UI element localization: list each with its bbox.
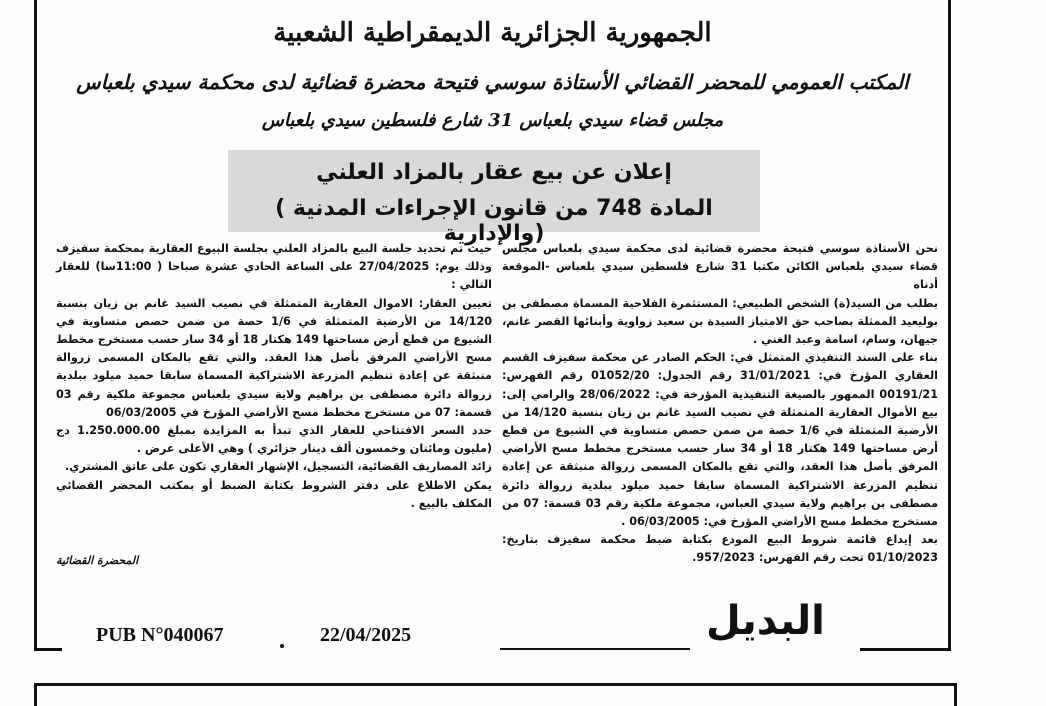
next-ad-frame (34, 683, 957, 706)
badil-stamp: البديل (706, 598, 825, 644)
footer-rule (500, 648, 690, 650)
publication-number: PUB N°040067 (96, 624, 224, 646)
notice-title: إعلان عن بيع عقار بالمزاد العلني (316, 160, 672, 185)
frame-bottom-border (860, 648, 951, 651)
paragraph: حدد السعر الافتتاحي للعقار الذي تبدأ به المزايدة بمبلغ 1.250.000.00 دج (مليون ومائتان وخمسون ألف دينار جزائري ) وهي الأعلى عرض . (56, 424, 493, 456)
notice-subtitle: ( المادة 748 من قانون الإجراءات المدنية والإدارية) (275, 196, 713, 246)
signer-label: المحضرة القضائية (56, 554, 139, 567)
paragraph: بعد إيداع قائمة شروط البيع المودع بكتابة ضبط محكمة سفيزف بتاريخ: 01/10/2023 تحت رقم الفهرس: 957/2023. (502, 533, 938, 565)
paragraph: تعيين العقار: الاموال العقارية المتمثلة في نصيب السيد غانم بن زيان بنسبة 14/120 من الأرضية المتمثلة في 1/6 حصة من ضمن حصص متساوية في الشيوع من قطع أرض مساحتها 149 هكتار 18 أو 34 سار حسب مستخرج مخطط مسح الأراضي المرفق بأصل هذا العقد. والتي تقع بالمكان المسمى زروالة منبثقة عن إعادة تنظيم المزرعة الاشتراكية المسماة سابقا حميد ميلود ببلدية زروالة دائرة مصطفى بن براهيم ولاية سيدي بلعباس مجموعة ملكية رقم 03 قسمة: 07 من مستخرج مخطط مسح الأراضي المؤرخ في 06/03/2005 (56, 296, 493, 419)
paragraph: بطلب من السيد(ة) الشخص الطبيعي: المستثمرة الفلاحية المسماة مصطفى بن بوليعيد الممثلة بصاحب حق الامتياز السيدة بن سعيد زواوية وأبنائها القصر غانم، جيهان، وسام، اسامة وعبد الغني . (502, 296, 938, 347)
paragraph: بناء على السند التنفيذي المتمثل في: الحكم الصادر عن محكمة سفيزف القسم العقاري المؤرخ في: 31/01/2021 رقم الجدول: 01052/20 رقم الفهرس: 00191/21 الممهور بالصيغة التنفيذية المؤرخة في: 28/06/2022 والرامي إلى: بيع الأموال العقارية المتمثلة في نصيب السيد غانم بن زيان بنسبة 14/120 من الأرضية المتمثلة في 1/6 حصة من ضمن حصص متساوية في الشيوع من قطع أرض مساحتها 149 هكتار 18 أو 34 سار حسب مستخرج مخطط مسح الأراضي المرفق بأصل هذا العقد، والتي تقع بالمكان المسمى زروالة منبثقة عن إعادة تنظيم المزرعة الاشتراكية المسماة سابقا حميد ميلود ببلدية زروالة دائرة مصطفى بن براهيم ولاية سيدي العباس، مجموعة ملكية رقم 03 قسمة: 07 من مستخرج مخطط مسح الأراضي المؤرخ في: 06/03/2005 . (502, 351, 939, 529)
right-column (502, 240, 938, 568)
frame-bottom-border (34, 648, 62, 651)
separator-dot (280, 644, 284, 648)
frame-left-border (34, 0, 37, 650)
left-column (56, 240, 492, 513)
office-heading: المكتب العمومي للمحضر القضائي الأستاذة سوسي فتيحة محضرة قضائية لدى محكمة سيدي بلعباس (76, 70, 909, 94)
address-heading: مجلس قضاء سيدي بلعباس 31 شارع فلسطين سيدي بلعباس (261, 110, 724, 131)
paragraph: يمكن الاطلاع على دفتر الشروط بكتابة الضبط أو بمكتب المحضر القضائي المكلف بالبيع . (56, 478, 492, 510)
paragraph: زائد المصاريف القضائية، التسجيل، الإشهار العقاري تكون على عاتق المشتري. (64, 460, 492, 474)
frame-right-border (948, 0, 951, 650)
paragraph: حيث تم تحديد جلسة البيع بالمزاد العلني بجلسة البيوع العقارية بمحكمة سفيزف وذلك يوم: 27/04/2025 على الساعة الحادي عشرة صباحا ( 11:00سا) للعقار التالي : (56, 242, 492, 292)
republic-heading: الجمهورية الجزائرية الديمقراطية الشعبية (273, 18, 712, 48)
publication-date: 22/04/2025 (320, 624, 412, 646)
paragraph: نحن الأستاذة سوسي فتيحة محضرة قضائية لدى محكمة سيدي بلعباس مجلس قضاء سيدي بلعباس الكائن مكتبا 31 شارع فلسطين سيدي بلعباس -الموقعة أدناه (502, 242, 938, 292)
